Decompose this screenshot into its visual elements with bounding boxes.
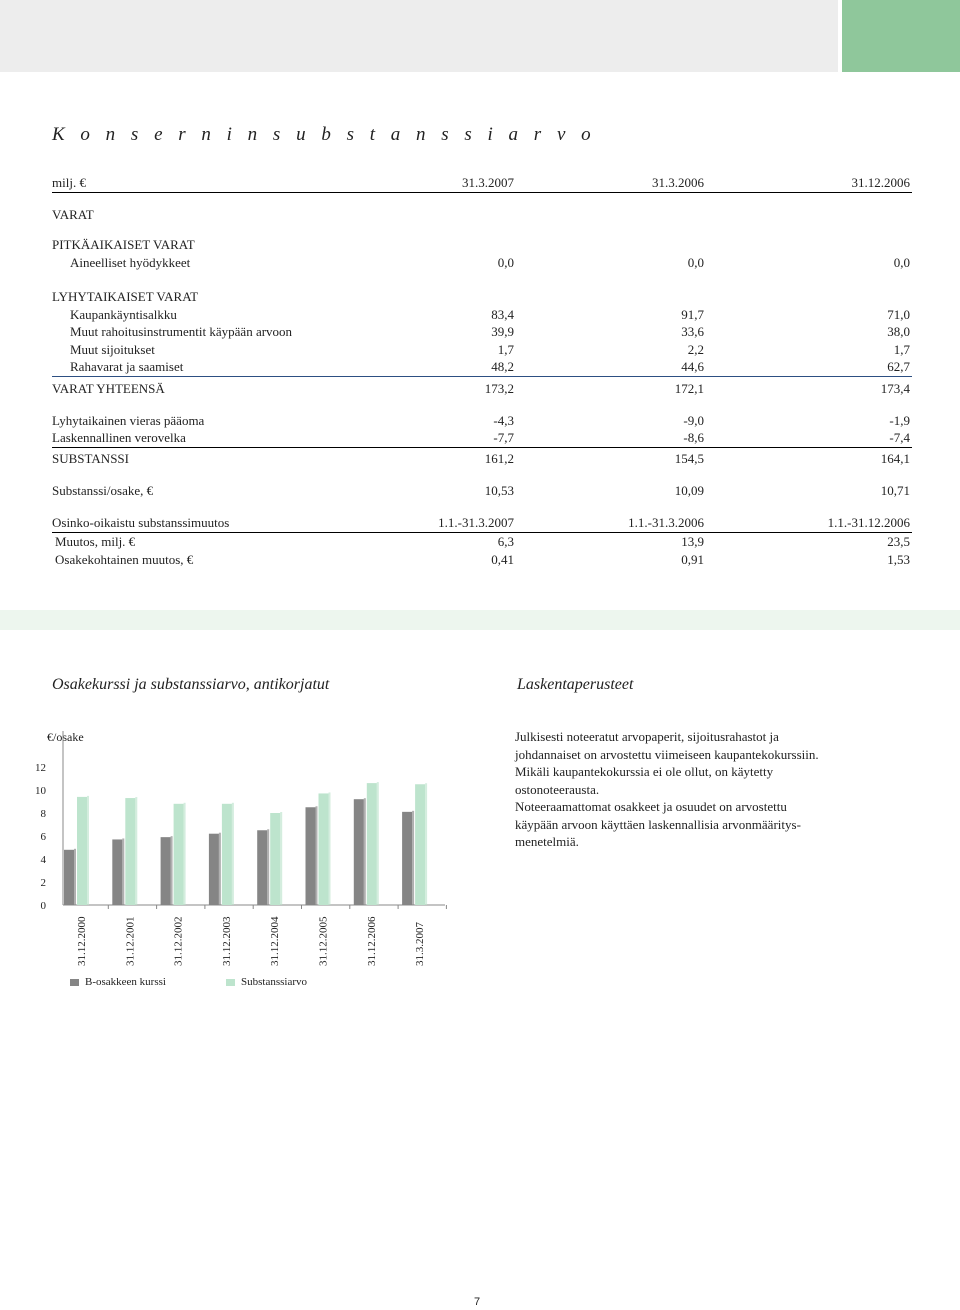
bar-substanssiarvo <box>415 784 425 905</box>
cell-muut-rahoitus-1: 39,9 <box>491 324 514 339</box>
bar-side <box>122 838 124 905</box>
cell-kaupankaynti-1: 83,4 <box>491 307 514 322</box>
liabilities-rule <box>52 447 912 448</box>
unit-label: milj. € <box>52 175 86 190</box>
chart-section-title: Osakekurssi ja substanssiarvo, antikorjatut <box>52 676 330 693</box>
row-label-aineelliset: Aineelliset hyödykkeet <box>70 255 191 270</box>
cell-aineelliset-3: 0,0 <box>893 255 910 270</box>
change-rule <box>52 532 912 533</box>
row-label-osakekohtainen: Osakekohtainen muutos, € <box>55 552 194 567</box>
cell-substanssi-osake-3: 10,71 <box>880 483 910 498</box>
row-label-muut-rahoitus: Muut rahoitusinstrumentit käypään arvoon <box>70 324 293 339</box>
section-divider-band <box>0 610 960 630</box>
x-tick-label: 31.3.2007 <box>414 922 427 966</box>
header-band-grey <box>0 0 838 72</box>
y-tick-label: 10 <box>35 785 46 797</box>
cell-osakekohtainen-3: 1,53 <box>887 552 910 567</box>
y-tick-label: 0 <box>40 900 46 912</box>
cell-kaupankaynti-2: 91,7 <box>681 307 704 322</box>
cell-muut-rahoitus-2: 33,6 <box>681 324 704 339</box>
cell-verovelka-2: -8,6 <box>683 430 704 445</box>
bar-substanssiarvo <box>222 804 232 905</box>
cell-rahavarat-2: 44,6 <box>681 359 704 374</box>
y-axis-label: €/osake <box>47 730 84 744</box>
page-number: 7 <box>474 1296 481 1308</box>
header-band <box>0 0 960 72</box>
cell-aineelliset-1: 0,0 <box>497 255 514 270</box>
cell-substanssi-1: 161,2 <box>484 451 514 466</box>
cell-muut-sijoitukset-2: 2,2 <box>687 342 704 357</box>
cell-substanssimuutos-3: 1.1.-31.12.2006 <box>827 515 910 530</box>
row-label-substanssi: SUBSTANSSI <box>52 451 129 466</box>
method-section-title: Laskentaperusteet <box>517 676 634 693</box>
cell-muutos-3: 23,5 <box>887 534 910 549</box>
assets-rule <box>52 376 912 377</box>
y-tick-label: 2 <box>40 877 46 889</box>
legend-swatch-kurssi <box>70 979 79 986</box>
legend-swatch-substanssiarvo <box>226 979 235 986</box>
bar-kurssi <box>306 807 316 905</box>
cell-muutos-2: 13,9 <box>681 534 704 549</box>
cell-substanssi-osake-1: 10,53 <box>484 483 514 498</box>
bar-kurssi <box>402 812 412 905</box>
column-header-1: 31.3.2007 <box>462 175 514 190</box>
row-label-muutos: Muutos, milj. € <box>55 534 136 549</box>
bar-substanssiarvo <box>270 813 280 905</box>
cell-lyhytaikainen-vieras-2: -9,0 <box>683 413 704 428</box>
header-rule <box>52 192 912 193</box>
row-label-substanssi-osake: Substanssi/osake, € <box>52 483 154 498</box>
bar-side <box>280 812 282 905</box>
row-label-varat-yhteensa: VARAT YHTEENSÄ <box>52 381 165 396</box>
row-label-lyhytaikainen-vieras: Lyhytaikainen vieras pääoma <box>52 413 205 428</box>
method-paragraph-2: Noteeraamattomat osakkeet ja osuudet on arvostettu käypään arvoon käyttäen laskennallisia arvonmääritys-menetelmiä. <box>515 799 801 849</box>
cell-verovelka-3: -7,4 <box>889 430 910 445</box>
cell-substanssi-2: 154,5 <box>674 451 704 466</box>
varat-heading: VARAT <box>52 207 94 222</box>
x-tick-label: 31.12.2003 <box>220 916 233 966</box>
cell-aineelliset-2: 0,0 <box>687 255 704 270</box>
bar-substanssiarvo <box>319 793 329 905</box>
cell-substanssimuutos-1: 1.1.-31.3.2007 <box>438 515 514 530</box>
cell-rahavarat-3: 62,7 <box>887 359 910 374</box>
cell-varat-yhteensa-2: 172,1 <box>674 381 704 396</box>
bar-side <box>316 806 318 905</box>
row-label-rahavarat: Rahavarat ja saamiset <box>70 359 184 374</box>
bar-kurssi <box>161 837 171 905</box>
row-label-kaupankaynti: Kaupankäyntisalkku <box>70 307 177 322</box>
bar-substanssiarvo <box>125 798 135 905</box>
cell-substanssi-osake-2: 10,09 <box>674 483 704 498</box>
bar-kurssi <box>112 839 122 905</box>
cell-varat-yhteensa-1: 173,2 <box>484 381 514 396</box>
cell-lyhytaikainen-vieras-3: -1,9 <box>889 413 910 428</box>
cell-lyhytaikainen-vieras-1: -4,3 <box>493 413 514 428</box>
method-text <box>515 728 825 851</box>
bar-substanssiarvo <box>174 804 184 905</box>
header-band-green <box>842 0 960 72</box>
bar-substanssiarvo <box>77 797 87 905</box>
bar-side <box>377 782 379 905</box>
x-tick-label: 31.12.2005 <box>317 916 330 966</box>
legend-label-kurssi: B-osakkeen kurssi <box>85 976 166 988</box>
row-label-substanssimuutos: Osinko-oikaistu substanssimuutos <box>52 515 230 530</box>
bar-kurssi <box>354 799 364 905</box>
x-tick-label: 31.12.2002 <box>172 916 185 966</box>
legend-item-substanssiarvo <box>226 976 307 988</box>
cell-substanssi-3: 164,1 <box>880 451 910 466</box>
bar-side <box>412 811 414 905</box>
cell-muut-sijoitukset-3: 1,7 <box>893 342 910 357</box>
cell-osakekohtainen-2: 0,91 <box>681 552 704 567</box>
bar-side <box>364 798 366 905</box>
page-title: K o n s e r n i n s u b s t a n s s i a r v o <box>52 124 597 145</box>
y-tick-label: 12 <box>35 762 46 774</box>
cell-substanssimuutos-2: 1.1.-31.3.2006 <box>628 515 704 530</box>
cell-varat-yhteensa-3: 173,4 <box>880 381 910 396</box>
row-label-verovelka: Laskennallinen verovelka <box>52 430 186 445</box>
cell-osakekohtainen-1: 0,41 <box>491 552 514 567</box>
bar-kurssi <box>209 834 219 905</box>
bar-side <box>267 829 269 905</box>
column-header-3: 31.12.2006 <box>851 175 910 190</box>
x-tick-label: 31.12.2006 <box>365 916 378 966</box>
x-tick-label: 31.12.2000 <box>76 916 88 966</box>
legend-label-substanssiarvo: Substanssiarvo <box>241 976 307 988</box>
bar-side <box>135 797 137 905</box>
cell-muut-rahoitus-3: 38,0 <box>887 324 910 339</box>
row-label-muut-sijoitukset: Muut sijoitukset <box>70 342 155 357</box>
bar-side <box>219 833 221 905</box>
bar-side <box>87 796 89 905</box>
x-tick-label: 31.12.2001 <box>124 916 137 966</box>
cell-verovelka-1: -7,7 <box>493 430 514 445</box>
bar-kurssi <box>257 830 267 905</box>
cell-muutos-1: 6,3 <box>497 534 514 549</box>
bar-side <box>171 836 173 905</box>
x-tick-label: 31.12.2004 <box>269 916 282 966</box>
bar-substanssiarvo <box>367 783 377 905</box>
column-header-2: 31.3.2006 <box>652 175 704 190</box>
y-tick-label: 8 <box>40 808 46 820</box>
cell-kaupankaynti-3: 71,0 <box>887 307 910 322</box>
bar-side <box>184 803 186 905</box>
cell-muut-sijoitukset-1: 1,7 <box>497 342 514 357</box>
cell-rahavarat-1: 48,2 <box>491 359 514 374</box>
lyhytaikaiset-heading: LYHYTAIKAISET VARAT <box>52 289 199 304</box>
bar-kurssi <box>64 850 74 905</box>
bar-side <box>232 803 234 905</box>
legend-item-kurssi <box>70 976 166 988</box>
bar-side <box>329 792 331 905</box>
y-tick-label: 4 <box>40 854 46 866</box>
bar-side <box>74 849 76 905</box>
bar-side <box>425 783 427 905</box>
pitkaaikaiset-heading: PITKÄAIKAISET VARAT <box>52 237 195 252</box>
y-tick-label: 6 <box>40 831 46 843</box>
method-paragraph-1: Julkisesti noteeratut arvopaperit, sijoitusrahastot ja johdannaiset on arvostettu viimeiseen kaupantekokurssiin. Mikäli kaupantekokurssia ei ole ollut, on käytetty ostonoteerausta. <box>515 729 819 797</box>
